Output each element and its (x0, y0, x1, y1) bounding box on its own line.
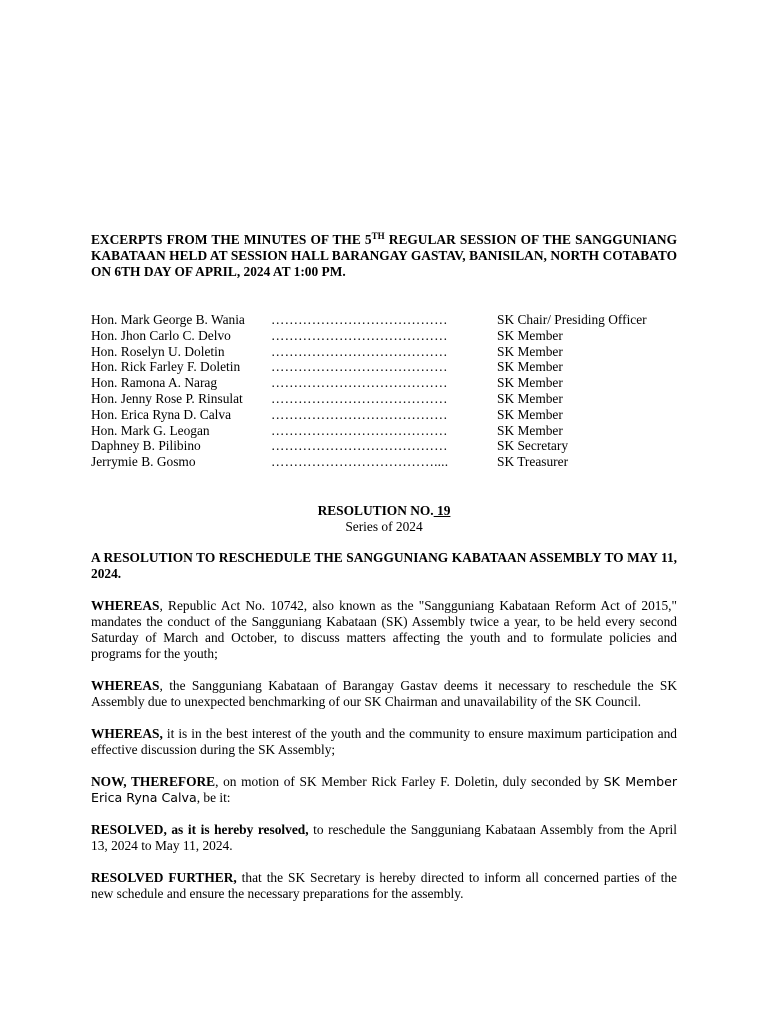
paragraph-text: , Republic Act No. 10742, also known as the "Sangguniang Kabataan Reform Act of 2015," mandates the conduct of the Sangguniang Kabataan (SK) Assembly twice a year, to be held every second Saturday of March and October, to discuss matters affecting the youth and to formulate policies and programs for the youth; (91, 597, 677, 661)
dot-leader: ………………………………… (271, 327, 448, 343)
paragraph-text: to reschedule the Sangguniang Kabataan Assembly from the April 13, 2024 to May 11, 2024. (91, 821, 677, 853)
attendee-role: SK Member (497, 343, 563, 359)
attendee-name: Hon. Mark George B. Wania (91, 312, 245, 327)
attendee-name: Hon. Roselyn U. Doletin (91, 343, 225, 359)
minutes-heading (91, 232, 677, 280)
now-therefore-paragraph (91, 774, 677, 806)
attendee-role: SK Treasurer (497, 454, 569, 470)
paragraph-text: , the Sangguniang Kabataan of Barangay Gastav deems it necessary to reschedule the SK Assembly due to unexpected benchmarking of our SK Chairman and unavailability of the SK Council. (91, 677, 677, 709)
paragraph-lead: RESOLVED FURTHER, (91, 869, 237, 885)
attendee-name: Hon. Jenny Rose P. Rinsulat (91, 390, 243, 406)
paragraph-text: , on motion of SK Member Rick Farley F. Doletin, duly seconded by (215, 773, 604, 789)
attendance-row (91, 375, 677, 391)
whereas-paragraph-3 (91, 726, 677, 758)
dot-leader: ………………………………… (271, 390, 448, 406)
attendance-row (91, 454, 677, 470)
attendee-role: SK Member (497, 390, 563, 406)
attendance-row (91, 312, 677, 328)
dot-leader: ………………………………… (271, 438, 448, 454)
dot-leader: ………………………………… (271, 375, 448, 391)
attendee-role: SK Member (497, 327, 563, 343)
attendee-name: Hon. Ramona A. Narag (91, 375, 218, 391)
paragraph-lead: RESOLVED, as it is hereby resolved, (91, 821, 309, 837)
paragraph-lead: WHEREAS (91, 677, 160, 693)
attendance-row (91, 423, 677, 439)
attendee-role: SK Chair/ Presiding Officer (497, 312, 647, 327)
whereas-paragraph-2 (91, 678, 677, 710)
resolution-series: Series of 2024 (345, 518, 423, 534)
resolution-number-block (91, 503, 677, 535)
attendance-row (91, 328, 677, 344)
attendance-list (91, 312, 677, 470)
dot-leader: ………………………………… (271, 312, 448, 327)
attendance-row (91, 391, 677, 407)
dot-leader: ………………………………… (271, 406, 448, 422)
attendee-role: SK Secretary (497, 438, 569, 454)
paragraph-text-end: , be it: (196, 789, 231, 805)
paragraph-lead: WHEREAS (91, 597, 160, 613)
dot-leader: ……………………………….... (271, 454, 449, 470)
resolved-paragraph (91, 822, 677, 854)
dot-leader: ………………………………… (271, 359, 448, 375)
heading-superscript: TH (371, 231, 385, 241)
dot-leader: ………………………………… (271, 422, 448, 438)
attendance-row (91, 344, 677, 360)
paragraph-lead: NOW, THEREFORE (91, 773, 216, 789)
attendance-row (91, 407, 677, 423)
dot-leader: ………………………………… (271, 343, 448, 359)
attendee-name: Hon. Jhon Carlo C. Delvo (91, 327, 231, 343)
attendance-row (91, 438, 677, 454)
whereas-paragraph-1 (91, 598, 677, 662)
resolution-label: RESOLUTION NO. (317, 502, 434, 518)
attendee-name: Jerrymie B. Gosmo (91, 454, 196, 470)
heading-text: EXCERPTS FROM THE MINUTES OF THE 5 (91, 232, 372, 247)
attendee-role: SK Member (497, 422, 563, 438)
document-page (91, 232, 677, 902)
attendance-row (91, 359, 677, 375)
paragraph-lead: WHEREAS, (91, 725, 163, 741)
heading-text-rest: REGULAR SESSION OF THE SANGGUNIANG KABATAAN HELD AT SESSION HALL BARANGAY GASTAV, BANISILAN, NORTH COTABATO ON 6TH DAY OF APRIL, 2024 AT 1:00 PM. (91, 232, 677, 279)
attendee-role: SK Member (497, 359, 563, 375)
attendee-name: Hon. Erica Ryna D. Calva (91, 406, 232, 422)
resolved-further-paragraph (91, 870, 677, 902)
seconder-name: SK Member Erica Ryna Calva (91, 773, 678, 805)
attendee-name: Hon. Rick Farley F. Doletin (91, 359, 241, 375)
resolution-title: A RESOLUTION TO RESCHEDULE THE SANGGUNIANG KABATAAN ASSEMBLY TO MAY 11, 2024. (91, 549, 677, 581)
paragraph-text: it is in the best interest of the youth and the community to ensure maximum participation and effective discussion during the SK Assembly; (91, 725, 677, 757)
attendee-role: SK Member (497, 406, 563, 422)
attendee-name: Daphney B. Pilibino (91, 438, 201, 454)
resolution-number: 19 (433, 502, 451, 518)
paragraph-text: that the SK Secretary is hereby directed to inform all concerned parties of the new schedule and ensure the necessary preparations for the assembly. (91, 869, 677, 901)
attendee-role: SK Member (497, 375, 563, 391)
attendee-name: Hon. Mark G. Leogan (91, 422, 210, 438)
